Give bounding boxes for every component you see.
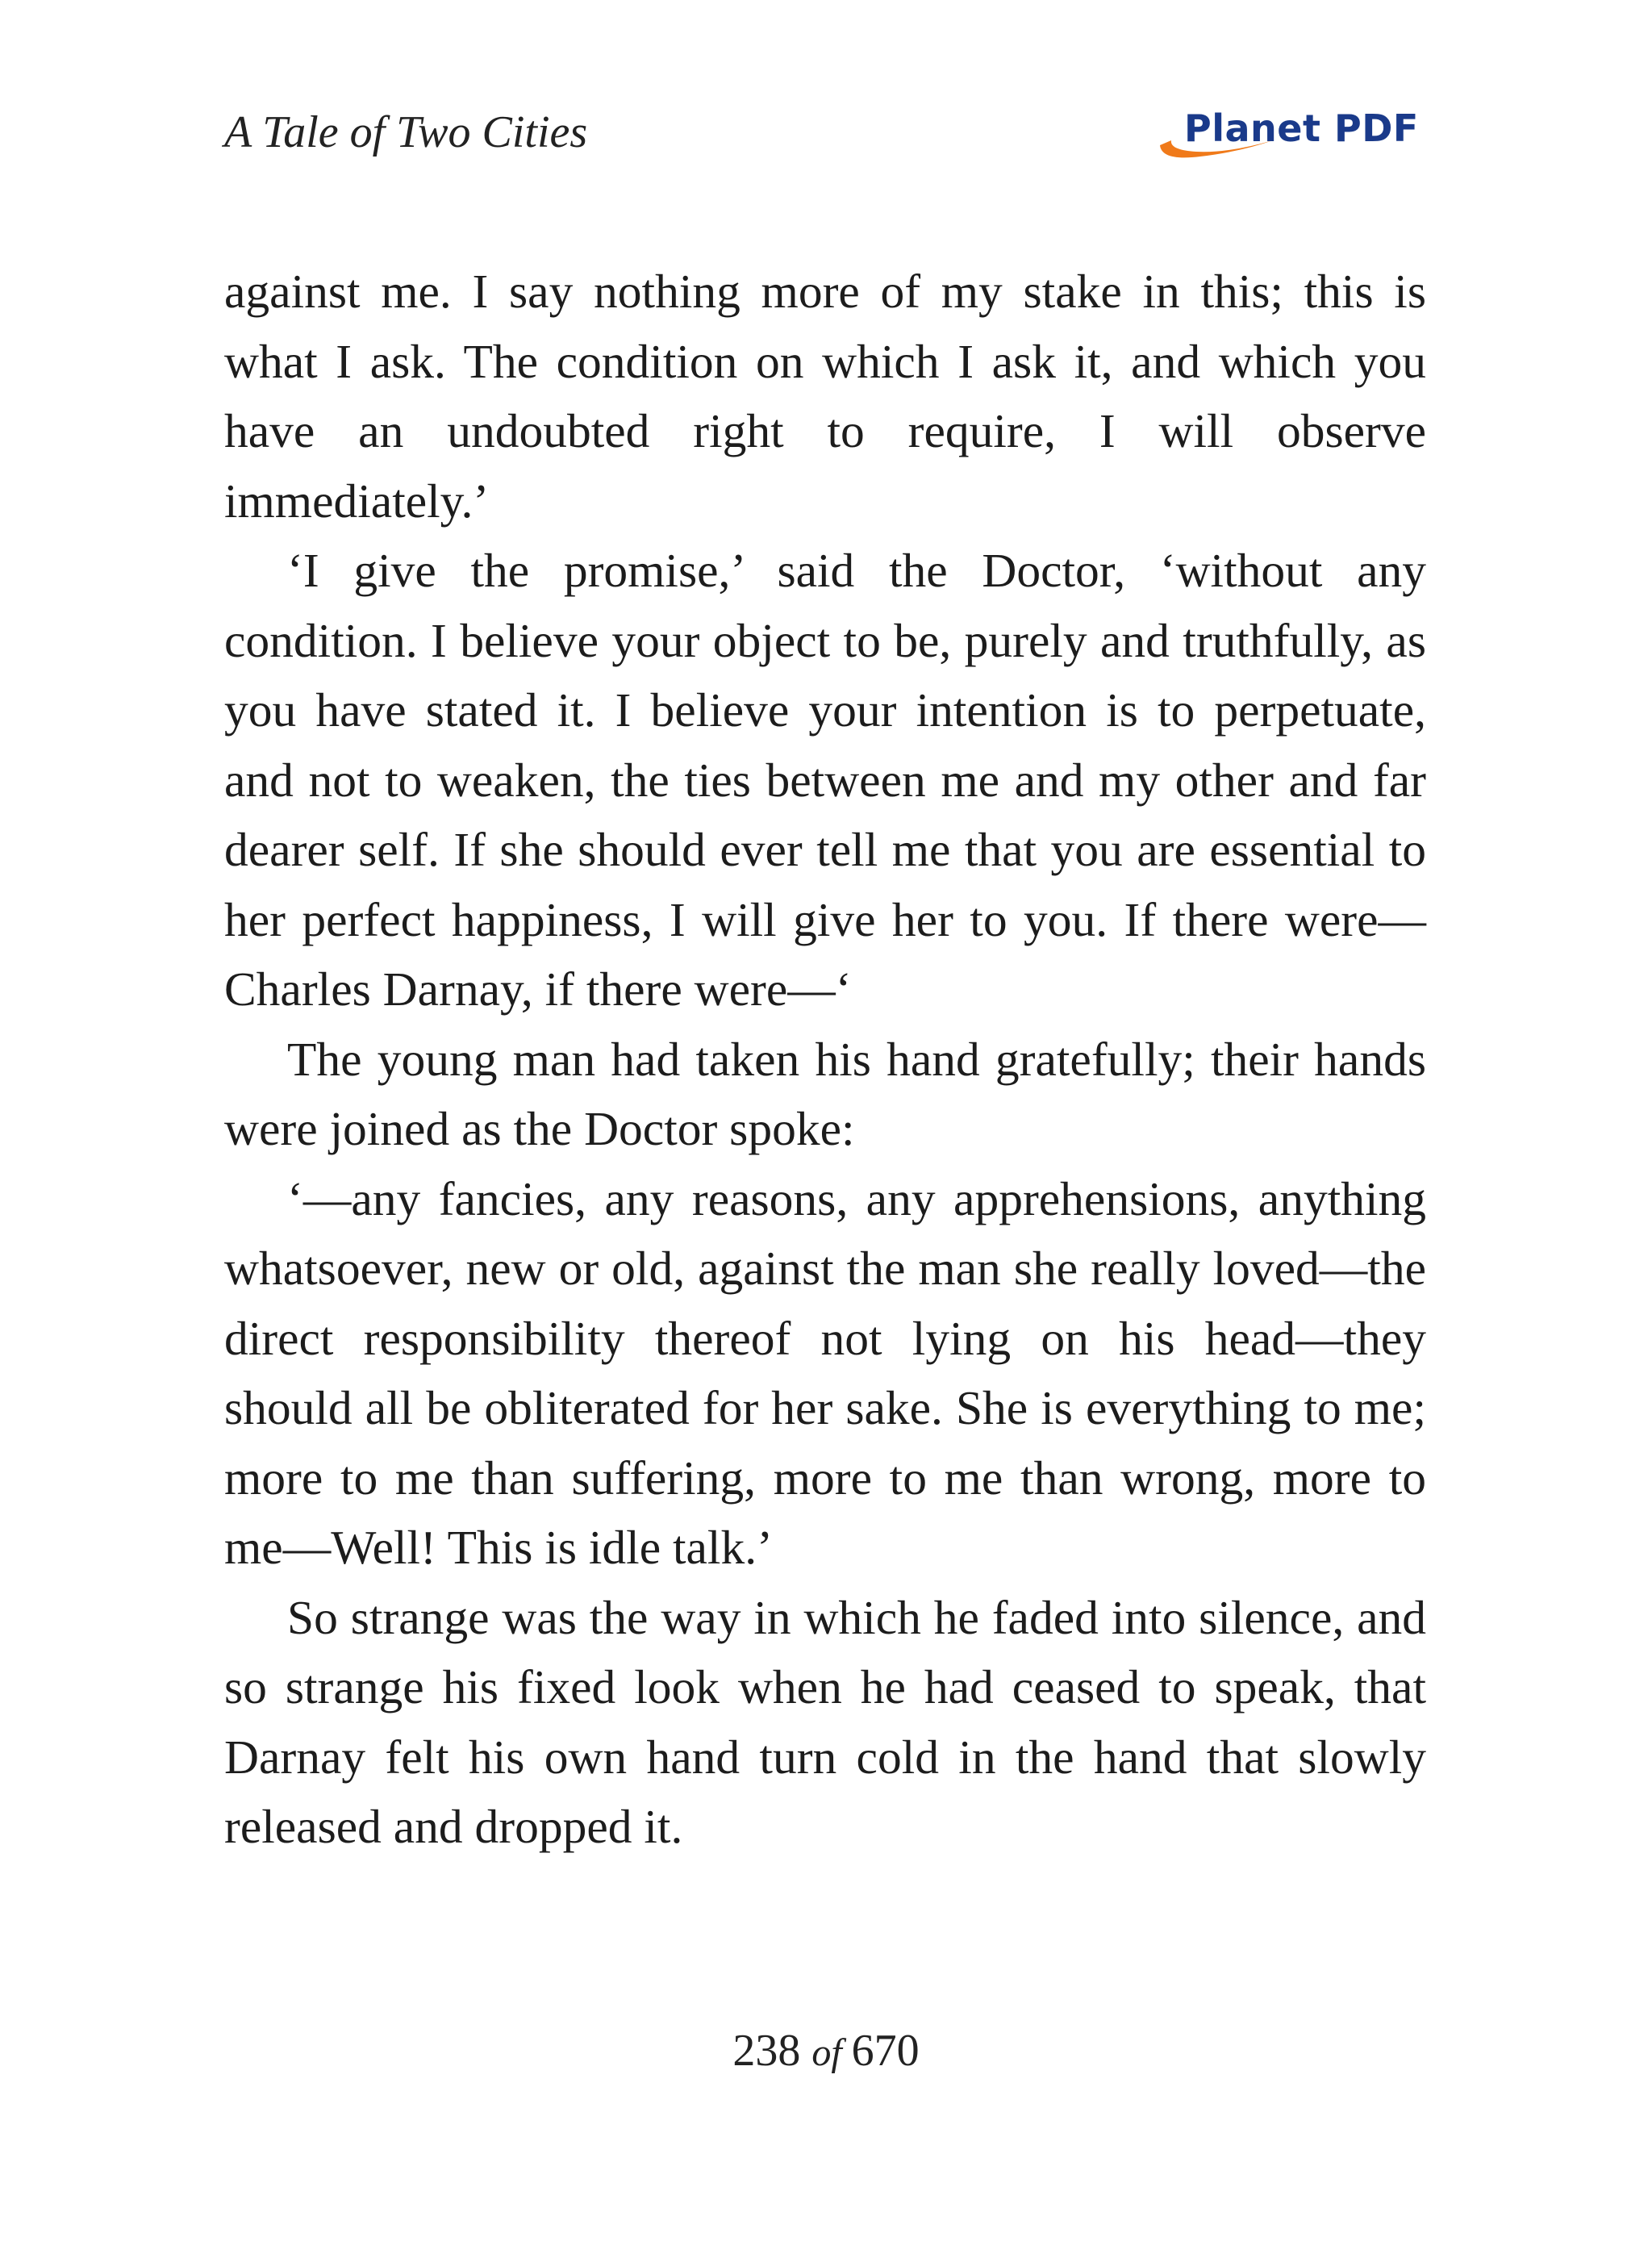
logo-text-planet: Planet	[1184, 106, 1321, 150]
paragraph: ‘—any fancies, any reasons, any apprehensions, anything whatsoever, new or old, against the man she really loved—the direct responsibility thereof not lying on his head—they should all be obliterated for her sake. She is everything to me; more to me than suffering, more to me than wrong, more to me—Well! This is idle talk.’	[224, 1171, 1426, 1574]
logo-text	[1184, 106, 1419, 150]
logo-text-pdf: PDF	[1333, 106, 1419, 150]
page-of-label: of	[811, 2031, 852, 2074]
paragraph: The young man had taken his hand gratefully; their hands were joined as the Doctor spoke:	[224, 1032, 1426, 1155]
page-number	[0, 2025, 1652, 2077]
paragraph: ‘I give the promise,’ said the Doctor, ‘without any condition. I believe your object to be, purely and truthfully, as you have stated it. I believe your intention is to perpetuate, and not to weaken, the ties between me and my other and far dearer self. If she should ever tell me that you are essential to her perfect happiness, I will give her to you. If there were—Charles Darnay, if there were—‘	[224, 544, 1426, 1016]
book-title: A Tale of Two Cities	[224, 107, 588, 157]
page-header	[224, 105, 1426, 177]
paragraph: against me. I say nothing more of my stake in this; this is what I ask. The condition on which I ask it, and which you have an undoubted right to require, I will observe immediately.’	[224, 265, 1426, 528]
total-page-count: 670	[851, 2026, 920, 2076]
current-page-number: 238	[732, 2026, 801, 2076]
page-body	[224, 257, 1426, 1862]
planet-pdf-logo	[1152, 105, 1426, 169]
paragraph: So strange was the way in which he faded into silence, and so strange his fixed look when he had ceased to speak, that Darnay felt his own hand turn cold in the hand that slowly released and dropped it.	[224, 1590, 1426, 1853]
